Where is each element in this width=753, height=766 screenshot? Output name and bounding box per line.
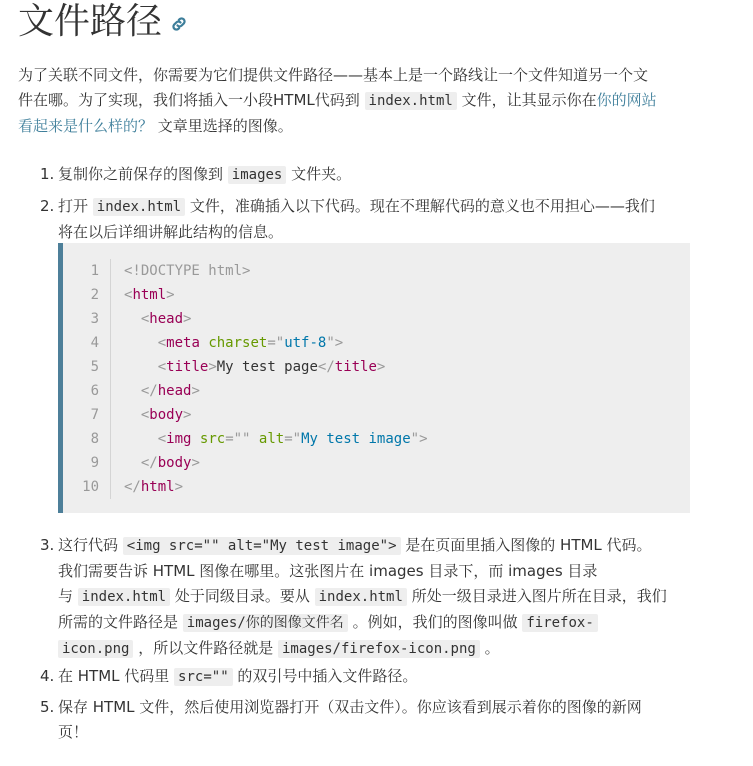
code-token <box>124 383 141 399</box>
list-item <box>40 695 698 745</box>
code-token <box>124 431 158 447</box>
code-token: </ <box>140 455 158 471</box>
list-item-number: 2. <box>40 197 55 215</box>
code-line <box>63 355 690 379</box>
code-token: title <box>166 359 209 375</box>
list-item-number: 4. <box>40 667 55 685</box>
code-token: src <box>199 431 226 447</box>
intro-text: 件在哪。为了实现，我们将插入一小段HTML代码到 <box>18 91 365 109</box>
code-line <box>63 427 690 451</box>
code-text <box>124 331 343 355</box>
code-token: > <box>166 287 175 303</box>
list-item-text: 与 <box>58 587 78 605</box>
code-token: =" <box>267 335 285 351</box>
code-line <box>63 283 690 307</box>
inline-code: images/你的图像文件名 <box>183 614 348 632</box>
inline-code: src="" <box>174 668 233 686</box>
code-lines <box>63 259 690 499</box>
code-line <box>63 403 690 427</box>
list-item <box>40 162 698 194</box>
code-text <box>124 403 191 427</box>
code-text <box>124 259 250 283</box>
inline-code: index.html <box>315 588 407 606</box>
list-item-text: 。 <box>479 639 500 657</box>
code-token: > <box>174 479 184 495</box>
article-link[interactable]: 看起来是什么样的？ <box>18 117 154 135</box>
list-item <box>40 194 698 245</box>
code-token: < <box>140 311 150 327</box>
page-title <box>18 0 188 44</box>
code-token: < <box>157 431 167 447</box>
code-token: < <box>140 407 150 423</box>
code-token <box>124 335 158 351</box>
list-item-line: 将在以后详细讲解此结构的信息。 <box>58 223 284 241</box>
list-item-line: 页！ <box>58 723 89 741</box>
list-item-text: 是在页面里插入图像的 HTML 代码。 <box>400 536 652 554</box>
code-token: img <box>166 431 192 447</box>
code-token: head <box>149 311 184 327</box>
code-token: title <box>334 359 377 375</box>
code-line <box>63 379 690 403</box>
link-icon[interactable] <box>170 15 188 33</box>
steps-list-top <box>40 162 698 245</box>
list-item-text: 所处一级目录进入图片所在目录，我们 <box>406 587 667 605</box>
code-token <box>124 455 141 471</box>
line-number: 10 <box>82 479 99 495</box>
list-item-number: 5. <box>40 698 55 716</box>
list-item-text: 复制你之前保存的图像到 <box>58 165 228 183</box>
list-item-text: 文件，准确插入以下代码。现在不理解代码的意义也不用担心——我们 <box>185 197 655 215</box>
article-link[interactable]: 你的网站 <box>596 91 657 109</box>
line-number: 9 <box>90 455 99 471</box>
code-token: alt <box>258 431 285 447</box>
code-token: < <box>124 287 133 303</box>
list-item-line <box>58 636 698 662</box>
code-token: My test image <box>301 431 411 447</box>
code-text <box>124 283 175 307</box>
list-item-number: 1. <box>40 165 55 183</box>
list-item-line <box>58 533 698 559</box>
line-number: 1 <box>90 263 99 279</box>
inline-code: index.html <box>78 588 170 606</box>
list-item-text: 。例如，我们的图像叫做 <box>347 613 523 631</box>
list-item-text: ，所以文件路径就是 <box>133 639 278 657</box>
list-item <box>40 664 698 695</box>
code-token <box>124 311 141 327</box>
page-title-text: 文件路径 <box>18 1 163 42</box>
list-item-text: 在 HTML 代码里 <box>58 667 175 685</box>
inline-code: index.html <box>365 92 457 110</box>
code-token: body <box>149 407 184 423</box>
code-text <box>124 355 385 379</box>
line-number: 7 <box>90 407 99 423</box>
code-token: < <box>157 335 167 351</box>
code-token: > <box>376 359 386 375</box>
intro-line-3 <box>18 114 708 139</box>
code-token: </ <box>124 479 141 495</box>
code-token: > <box>191 383 200 399</box>
code-token: My test page <box>216 359 318 375</box>
code-text <box>124 475 183 499</box>
code-token: utf-8 <box>284 335 327 351</box>
code-token: < <box>157 359 167 375</box>
list-item <box>40 533 698 664</box>
line-number: 3 <box>90 311 99 327</box>
line-number: 6 <box>90 383 99 399</box>
code-token: "> <box>326 335 344 351</box>
code-token <box>124 359 158 375</box>
code-line <box>63 475 690 499</box>
code-block <box>58 243 690 513</box>
intro-text: 文件，让其显示你在 <box>456 91 597 109</box>
code-token: ="" <box>225 431 259 447</box>
line-number: 8 <box>90 431 99 447</box>
list-item-line <box>58 610 698 636</box>
inline-code: index.html <box>93 198 185 216</box>
inline-code: icon.png <box>58 640 133 658</box>
code-token <box>191 431 199 447</box>
code-text <box>124 451 200 475</box>
line-number: 4 <box>90 335 99 351</box>
code-token: <!DOCTYPE html> <box>124 263 251 279</box>
intro-text: 文章里选择的图像。 <box>153 117 293 135</box>
code-token: head <box>157 383 192 399</box>
line-number: 5 <box>90 359 99 375</box>
code-token: "> <box>410 431 428 447</box>
list-item-line <box>58 194 698 220</box>
code-line <box>63 259 690 283</box>
inline-code: firefox- <box>522 614 597 632</box>
code-line <box>63 331 690 355</box>
code-token: charset <box>208 335 268 351</box>
list-item-text: 所需的文件路径是 <box>58 613 183 631</box>
code-token: > <box>183 311 192 327</box>
inline-code: images/firefox-icon.png <box>278 640 480 658</box>
code-token: > <box>183 407 192 423</box>
code-token: </ <box>140 383 158 399</box>
code-token: meta <box>166 335 200 351</box>
intro-line-2 <box>18 88 708 114</box>
list-item-line: 保存 HTML 文件，然后使用浏览器打开（双击文件）。你应该看到展示着你的图像的新网 <box>58 698 642 716</box>
code-line <box>63 307 690 331</box>
code-token: html <box>140 479 175 495</box>
list-item-text: 这行代码 <box>58 536 123 554</box>
inline-code: <img src="" alt="My test image"> <box>123 537 401 555</box>
code-text <box>124 307 191 331</box>
code-token: html <box>132 287 167 303</box>
list-item-line: 我们需要告诉 HTML 图像在哪里。这张图片在 images 目录下，而 images 目录 <box>58 562 598 580</box>
list-item-text: 处于同级目录。要从 <box>170 587 315 605</box>
steps-list-bottom <box>40 533 698 745</box>
intro-line-1: 为了关联不同文件，你需要为它们提供文件路径——基本上是一个路线让一个文件知道另一个文 <box>18 66 649 84</box>
list-item-number: 3. <box>40 536 55 554</box>
list-item-text: 文件夹。 <box>286 165 352 183</box>
list-item-text: 的双引号中插入文件路径。 <box>232 667 418 685</box>
code-token: </ <box>317 359 335 375</box>
list-item-line <box>58 584 698 610</box>
intro-paragraph <box>18 63 708 139</box>
code-text <box>124 427 428 451</box>
code-token: body <box>157 455 192 471</box>
line-number: 2 <box>90 287 99 303</box>
code-token: > <box>208 359 217 375</box>
list-item-text: 打开 <box>58 197 93 215</box>
code-token: =" <box>284 431 302 447</box>
inline-code: images <box>228 166 287 184</box>
code-token <box>124 407 141 423</box>
code-line <box>63 451 690 475</box>
code-token: > <box>191 455 200 471</box>
code-text <box>124 379 200 403</box>
